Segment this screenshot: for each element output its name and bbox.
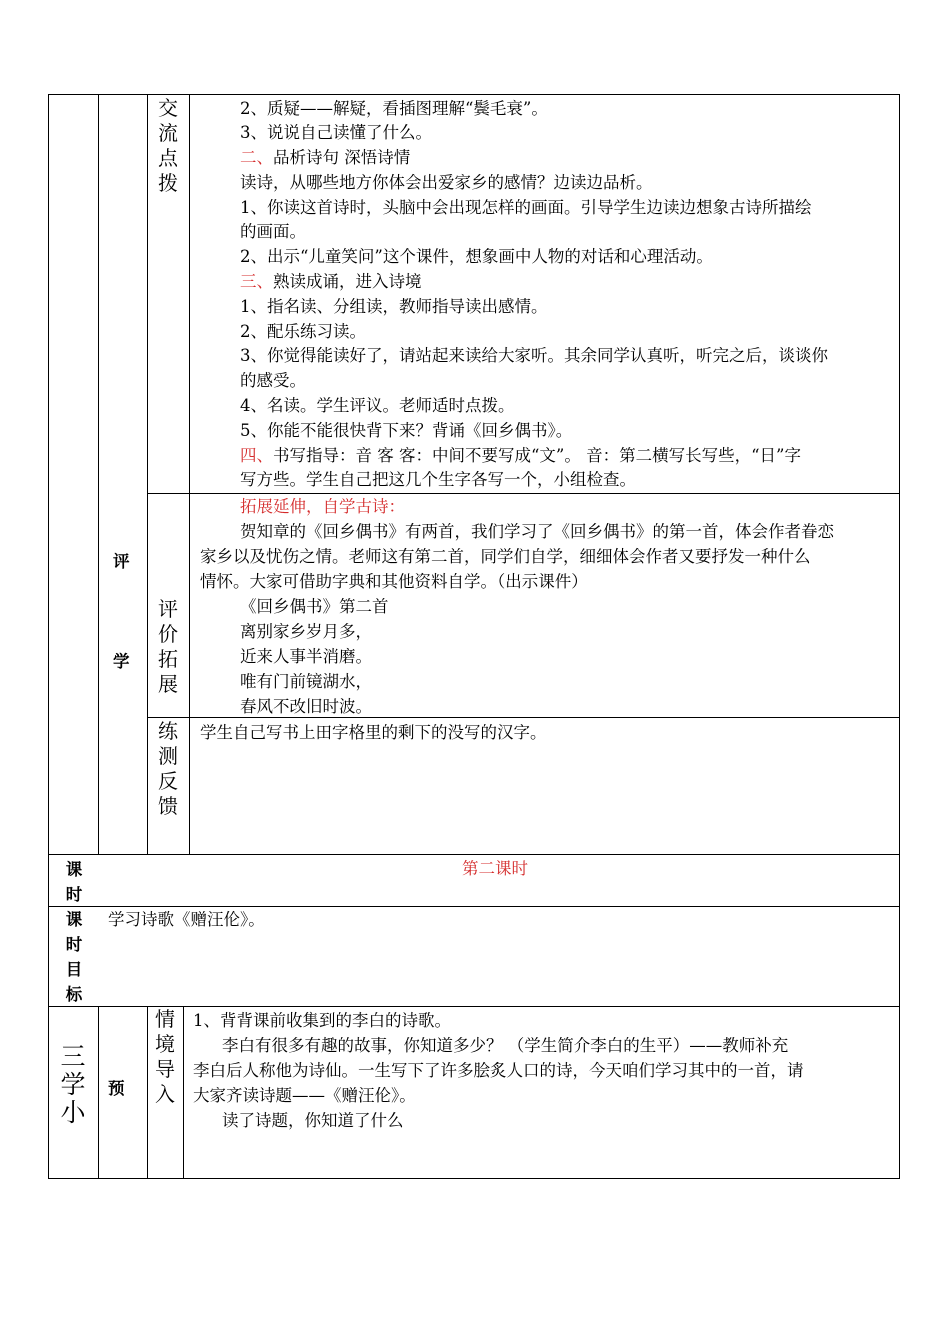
sub-label-char: 测: [158, 744, 178, 768]
main-label-preview: 预: [108, 1079, 125, 1098]
objective-text: 学习诗歌《赠汪伦》。: [108, 910, 265, 929]
main-label-evaluate: 评: [113, 552, 130, 571]
content-line: [240, 368, 306, 393]
content-line: [240, 343, 828, 368]
practice-text: 学生自己写书上田字格里的剩下的没写的汉字。: [200, 723, 547, 742]
sub-label-char: 价: [158, 622, 178, 646]
content-line: [240, 294, 548, 319]
content-line: 家乡以及忧伤之情。老师这有第二首，同学们自学，细细体会作者又要抒发一种什么: [200, 547, 811, 566]
sub-label-practice-feedback: [156, 719, 180, 819]
content-text: 品析诗句 深悟诗情: [273, 148, 411, 167]
main-label-learn: 学: [113, 652, 130, 671]
big-label-char: 小: [60, 1098, 86, 1127]
row-label-char: 课: [65, 910, 83, 929]
column-divider: [98, 94, 99, 855]
sub-label-char: 入: [155, 1082, 175, 1106]
column-divider: [183, 1006, 184, 1179]
heading-number: 三、: [240, 272, 273, 291]
sub-label-scenario-intro: [153, 1007, 177, 1107]
poem-title: 《回乡偶书》第二首: [240, 597, 389, 616]
row-label-char: 时: [65, 935, 83, 954]
content-line: 大家齐读诗题——《赠汪伦》。: [193, 1086, 416, 1105]
heading-number: 四、: [240, 446, 273, 465]
column-divider: [98, 1006, 99, 1179]
row-label-objective: [64, 907, 84, 1007]
table-border: [899, 94, 900, 1179]
content-line: [240, 269, 422, 294]
content-text: 2、质疑——解疑，看插图理解“鬓毛衰”。: [240, 99, 548, 118]
period-title: 第二课时: [462, 859, 528, 878]
row-divider: [48, 854, 900, 855]
column-divider: [189, 94, 190, 718]
content-text: 1、你读这首诗时，头脑中会出现怎样的画面。引导学生边读边想象古诗所描绘: [240, 198, 812, 217]
content-line: 李白有很多有趣的故事，你知道多少？ （学生简介李白的生平）——教师补充: [222, 1036, 789, 1055]
sub-label-char: 交: [158, 96, 178, 120]
column-divider: [147, 94, 148, 855]
row-label-char: 目: [65, 960, 83, 979]
big-label: [59, 1043, 87, 1127]
content-line: [240, 443, 801, 468]
content-line: [240, 96, 548, 121]
heading-number: 二、: [240, 148, 273, 167]
content-text: 读诗，从哪些地方你体会出爱家乡的感情？边读边品析。: [240, 173, 653, 192]
content-line: [240, 319, 366, 344]
content-line: 李白后人称他为诗仙。一生写下了许多脍炙人口的诗，今天咱们学习其中的一首，请: [193, 1061, 804, 1080]
sub-label-char: 导: [155, 1057, 175, 1081]
sub-label-char: 流: [158, 121, 178, 145]
sub-label-char: 情: [155, 1007, 175, 1031]
content-line: [240, 393, 515, 418]
content-line: [240, 120, 432, 145]
content-text: 书写指导：音 客 客：中间不要写成“文”。 音：第二横写长写些，“日”字: [273, 446, 801, 465]
table-border: [48, 1178, 900, 1179]
content-text: 4、名读。学生评议。老师适时点拨。: [240, 396, 515, 415]
sub-label-char: 馈: [158, 794, 178, 818]
content-line: 情怀。大家可借助字典和其他资料自学。（出示课件）: [200, 572, 588, 591]
row-label-char: 课: [65, 860, 83, 879]
extension-heading: 拓展延伸，自学古诗：: [240, 497, 405, 516]
big-label-char: 学: [60, 1070, 86, 1099]
content-line: [240, 145, 410, 170]
content-line: [240, 467, 636, 492]
big-label-char: 三: [60, 1042, 86, 1071]
content-text: 1、指名读、分组读，教师指导读出感情。: [240, 297, 548, 316]
content-text: 的感受。: [240, 371, 306, 390]
sub-label-char: 展: [158, 672, 178, 696]
sub-label-char: 点: [158, 146, 178, 170]
row-label-period: [64, 857, 84, 907]
poem-line: 离别家乡岁月多，: [240, 622, 372, 641]
table-border: [48, 94, 49, 1179]
content-line: [240, 418, 572, 443]
sub-label-evaluation-extension: [156, 597, 180, 697]
row-label-char: 时: [65, 885, 83, 904]
sub-label-char: 反: [158, 769, 178, 793]
content-text: 2、出示“儿童笑问”这个课件，想象画中人物的对话和心理活动。: [240, 247, 713, 266]
content-line: 读了诗题，你知道了什么: [222, 1111, 404, 1130]
sub-label-exchange-guidance: [156, 96, 180, 196]
content-line: [240, 244, 713, 269]
content-line: [240, 195, 812, 220]
sub-label-char: 拨: [158, 171, 178, 195]
content-text: 熟读成诵，进入诗境: [273, 272, 422, 291]
content-line: [240, 219, 306, 244]
poem-line: 近来人事半消磨。: [240, 647, 372, 666]
content-line: [240, 170, 653, 195]
column-divider: [147, 1006, 148, 1179]
sub-label-char: 评: [158, 597, 178, 621]
content-text: 2、配乐练习读。: [240, 322, 366, 341]
content-text: 3、说说自己读懂了什么。: [240, 123, 432, 142]
row-label-char: 标: [65, 985, 83, 1004]
sub-label-char: 练: [158, 719, 178, 743]
table-border: [48, 94, 900, 95]
sub-label-char: 拓: [158, 647, 178, 671]
sub-label-char: 境: [155, 1032, 175, 1056]
column-divider: [189, 718, 190, 855]
content-text: 5、你能不能很快背下来？背诵《回乡偶书》。: [240, 421, 573, 440]
content-line: 1、背背课前收集到的李白的诗歌。: [193, 1011, 451, 1030]
content-text: 3、你觉得能读好了，请站起来读给大家听。其余同学认真听，听完之后，谈谈你: [240, 346, 828, 365]
poem-line: 唯有门前镜湖水，: [240, 672, 372, 691]
content-text: 的画面。: [240, 222, 306, 241]
content-line: 贺知章的《回乡偶书》有两首，我们学习了《回乡偶书》的第一首，体会作者眷恋: [240, 522, 834, 541]
poem-line: 春风不改旧时波。: [240, 697, 372, 716]
content-text: 写方些。学生自己把这几个生字各写一个，小组检查。: [240, 470, 636, 489]
